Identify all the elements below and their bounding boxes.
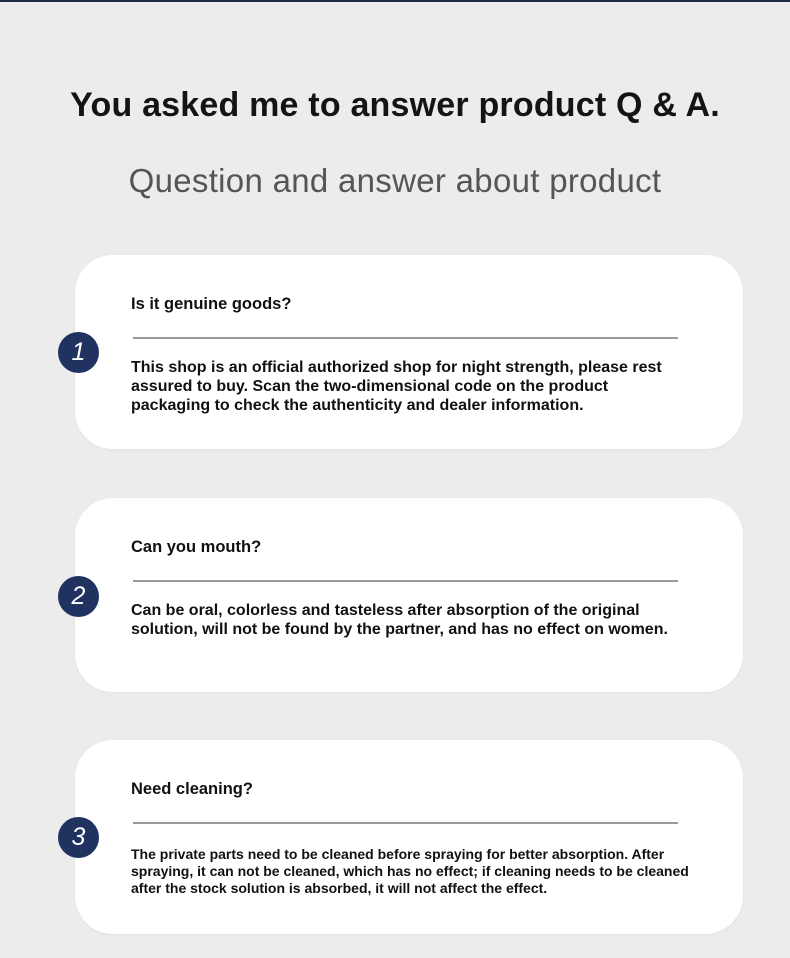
qa-card-2: [75, 498, 743, 692]
qa-card-3: [75, 740, 743, 934]
answer-text: The private parts need to be cleaned before spraying for better absorption. After spraying, it can not be cleaned, which has no effect; if cleaning needs to be cleaned after the stock solution is absorbed, it will not affect the effect.: [131, 846, 689, 896]
number-badge-3: 3: [58, 817, 99, 858]
divider: [133, 337, 678, 339]
page-title: You asked me to answer product Q & A.: [70, 86, 720, 124]
number-badge-2: 2: [58, 576, 99, 617]
qa-card-1: [75, 255, 743, 449]
answer-text: This shop is an official authorized shop for night strength, please rest assured to buy. Scan the two-dimensional code on the product packaging to check the authenticity and dealer information.: [131, 359, 662, 414]
divider: [133, 822, 678, 824]
question-text: Is it genuine goods?: [131, 295, 292, 313]
top-border: [0, 0, 790, 2]
page-subtitle: Question and answer about product: [128, 162, 662, 199]
number-badge-1: 1: [58, 332, 99, 373]
answer-text: Can be oral, colorless and tasteless after absorption of the original solution, will not be found by the partner, and has no effect on women.: [131, 602, 668, 638]
question-text: Can you mouth?: [131, 538, 262, 556]
divider: [133, 580, 678, 582]
question-text: Need cleaning?: [131, 780, 253, 798]
